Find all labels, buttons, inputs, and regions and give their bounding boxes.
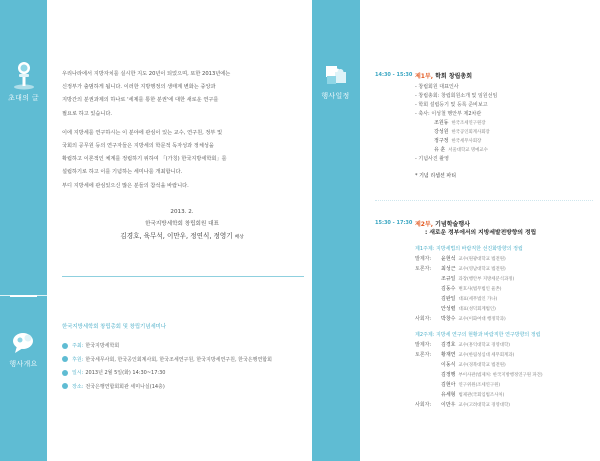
guest-name: 조원동 xyxy=(434,120,449,126)
overview-title: 한국지방세학회 창립총회 및 창립기념세미나 xyxy=(62,324,167,330)
panel-affiliation: 대표(성덕회계법인) xyxy=(458,307,496,312)
panel-affiliation: 교수(고려대학교 경영대학) xyxy=(458,403,510,408)
schedule-section-marker xyxy=(312,60,359,101)
agenda-item: - 기념사진 촬영 xyxy=(415,156,449,162)
greeting-section-label: 초대의 글 xyxy=(8,94,39,102)
guest-row xyxy=(434,146,488,155)
panel-name: 김정행 xyxy=(441,372,456,378)
panel-row xyxy=(415,265,506,274)
panel-name: 조규일 xyxy=(441,276,456,282)
panel-row xyxy=(415,305,496,314)
panel-name: 윤현석 xyxy=(441,256,456,262)
panel-name: 최성근 xyxy=(441,266,456,272)
agenda-item: - 창립총회: 창립회원소개 및 임원선임 xyxy=(415,93,498,99)
bullet-icon xyxy=(62,356,68,362)
guest-row xyxy=(434,128,490,137)
panel-row xyxy=(415,255,506,264)
signer-name-list: 김경호, 육무석, 이만우, 정연식, 정영기 xyxy=(120,232,233,240)
guest-name: 강성원 xyxy=(434,129,449,135)
schedule-part1 xyxy=(375,72,595,192)
panel-affiliation: 연구위원(조세연구원) xyxy=(458,383,501,388)
overview-value: 전국은행연합회회관 세미나실(14층) xyxy=(85,383,165,390)
speech-bubble-icon xyxy=(10,330,38,356)
bullet-icon xyxy=(62,383,68,389)
session-title xyxy=(415,71,472,80)
overview-value: 한국세무사회, 한국공인회계사회, 한국조세연구원, 한국지방세연구원, 한국은행연합회 xyxy=(85,356,272,363)
overview-row xyxy=(62,380,302,394)
panel-affiliation: 법제관(국회입법조사처) xyxy=(458,393,505,398)
overview-key: 장소: xyxy=(72,383,84,390)
overview-value: 한국지방세학회 xyxy=(85,343,120,350)
intro-line: 이에 지방세를 연구하시는 이 분야에 관심이 있는 교수, 연구원, 정부 및 xyxy=(62,129,223,136)
session-time: 15:30 - 17:30 xyxy=(375,220,413,226)
overview-key: 주최: xyxy=(72,343,84,350)
panel-name: 이동식 xyxy=(441,362,456,368)
guest-name: 유 훈 xyxy=(434,147,446,153)
panel-name: 김완일 xyxy=(441,296,456,302)
panel-affiliation: 교수(한림성심대 세무회계과) xyxy=(458,353,515,358)
event-overview xyxy=(62,322,302,393)
overview-section-label: 행사개요 xyxy=(9,360,38,368)
topic-heading: 제2주제: 지방세 연구의 현황과 바람직한 연구방향의 정립 xyxy=(415,332,541,338)
intro-line: 설립하기로 하고 이를 기념하는 세미나를 개최합니다. xyxy=(62,169,183,176)
panel-affiliation: 변호사(법무법인 율촌) xyxy=(458,287,502,292)
guest-affiliation: 서울대학교 명예교수 xyxy=(448,148,488,153)
panel-row xyxy=(415,391,504,400)
intro-line: 필요로 하고 있습니다. xyxy=(62,110,113,117)
panel-affiliation: 교수(경북대학교 법전원) xyxy=(458,363,506,368)
intro-line: 국회의 공무원 등의 연구자들은 지방세의 학문적 독자성과 정체성을 xyxy=(62,143,214,150)
panel-name: 황재연 xyxy=(441,352,456,358)
schedule-sidebar xyxy=(312,0,360,461)
panel-row xyxy=(415,371,543,380)
guest-row xyxy=(434,137,481,146)
intro-line: 확립하고 이론적인 체계를 정립하기 위하여 「(가칭) 한국지방세학회」를 xyxy=(62,156,227,163)
reception-note: * 기념 리셉션 파티 xyxy=(415,173,457,179)
intro-line: 지방간의 분권과제의 하나로 '세제를 통한 분권'에 대한 새로운 연구를 xyxy=(62,97,219,104)
agenda-item: - 창립회원 대표인사 xyxy=(415,84,459,90)
session-title xyxy=(415,219,470,228)
panel-affiliation: 교수(이화여대 행정학과) xyxy=(458,317,506,322)
greeting-section-marker xyxy=(0,60,47,103)
panel-name: 유세형 xyxy=(441,392,456,398)
panel-name: 박창수 xyxy=(441,316,456,322)
panel-role: 토론자: xyxy=(415,266,432,272)
panel-row xyxy=(415,341,510,350)
agenda-item: - 축사: 이성철 행안부 제2차관 xyxy=(415,111,482,117)
sidebar-divider-bar xyxy=(10,295,37,297)
overview-row xyxy=(62,366,302,380)
section-divider xyxy=(62,276,304,277)
panel-affiliation: 교수(홍익대학교 경영대학) xyxy=(458,343,510,348)
schedule-separator xyxy=(375,200,593,201)
signature-block xyxy=(62,206,302,244)
topic-heading: 제1주제: 지방세법의 바람직한 선진화방향의 정립 xyxy=(415,246,523,252)
panel-row xyxy=(415,285,502,294)
panel-row xyxy=(415,315,506,324)
guest-row xyxy=(434,119,485,128)
panel-role: 발제자: xyxy=(415,342,432,348)
overview-row xyxy=(62,339,302,353)
panel-row xyxy=(415,351,514,360)
panel-row xyxy=(415,295,497,304)
session-name: 학회 창립총회 xyxy=(433,73,473,80)
session-number: 제2부, xyxy=(415,221,434,228)
schedule-part2 xyxy=(375,220,595,450)
panel-affiliation: 교수(원광대학교 법전원) xyxy=(458,257,506,262)
guest-affiliation: 한국세무사회장 xyxy=(451,139,482,144)
panel-name: 안성렬 xyxy=(441,306,456,312)
panel-name: 김경호 xyxy=(441,342,456,348)
panel-name: 이만우 xyxy=(441,402,456,408)
panel-row xyxy=(415,275,514,284)
session-subtitle: : 새로운 정부에서의 지방세발전방향의 정립 xyxy=(425,230,537,236)
intro-line: 부디 지방세에 관심있으신 많은 분들의 참석을 바랍니다. xyxy=(62,182,189,189)
panel-row xyxy=(415,401,510,410)
panel-affiliation: 부이사관(법제처: 한국지방행정연구원 파견) xyxy=(458,373,543,378)
panel-role: 사회자: xyxy=(415,402,432,408)
panel-affiliation: 대표(세무법인 가나) xyxy=(458,297,498,302)
panel-name: 김동수 xyxy=(441,286,456,292)
bullet-icon xyxy=(62,343,68,349)
panel-role: 발제자: xyxy=(415,256,432,262)
signer-suffix: 배상 xyxy=(234,235,244,240)
signer-names xyxy=(62,230,302,244)
panel-affiliation: 과장(행안부 지방세분석과정) xyxy=(458,277,515,282)
letter-date: 2013. 2. xyxy=(170,209,194,215)
panel-row xyxy=(415,381,500,390)
session-number: 제1부, xyxy=(415,73,434,80)
panel-affiliation: 교수(영남대학교 법전원) xyxy=(458,267,506,272)
microphone-icon xyxy=(10,60,38,90)
signer-org: 한국지방세학회 창립회원 대표 xyxy=(145,221,219,227)
overview-key: 후원: xyxy=(72,356,84,363)
session-name: 기념학술행사 xyxy=(433,221,470,228)
overview-key: 일시: xyxy=(72,370,84,377)
invitation-letter xyxy=(62,68,302,193)
panel-name: 김현아 xyxy=(441,382,456,388)
session-time: 14:30 - 15:30 xyxy=(375,72,413,78)
intro-line: 우리나라에서 지방자치를 실시한 지도 20년이 되었으며, 또한 2013년에는 xyxy=(62,71,231,77)
overview-value: 2013년 2월 5일(화) 14:30~17:30 xyxy=(85,370,166,377)
panel-row xyxy=(415,361,506,370)
overview-row xyxy=(62,353,302,367)
bullet-icon xyxy=(62,370,68,376)
puzzle-icon xyxy=(321,60,351,88)
overview-section-marker xyxy=(0,330,47,369)
left-sidebar xyxy=(0,0,47,461)
schedule-section-label: 행사일정 xyxy=(321,92,350,100)
guest-name: 정구정 xyxy=(434,138,449,144)
panel-role: 사회자: xyxy=(415,316,432,322)
agenda-item: - 학회 설립등기 및 등록 준비보고 xyxy=(415,102,488,108)
guest-affiliation: 한국조세연구원장 xyxy=(451,121,486,126)
panel-role: 토론자: xyxy=(415,352,432,358)
guest-affiliation: 한국공인회계사회장 xyxy=(451,130,490,135)
intro-line: 신정부가 출범하게 됩니다. 이러한 지방행정의 생태계 변화는 중앙과 xyxy=(62,84,216,91)
